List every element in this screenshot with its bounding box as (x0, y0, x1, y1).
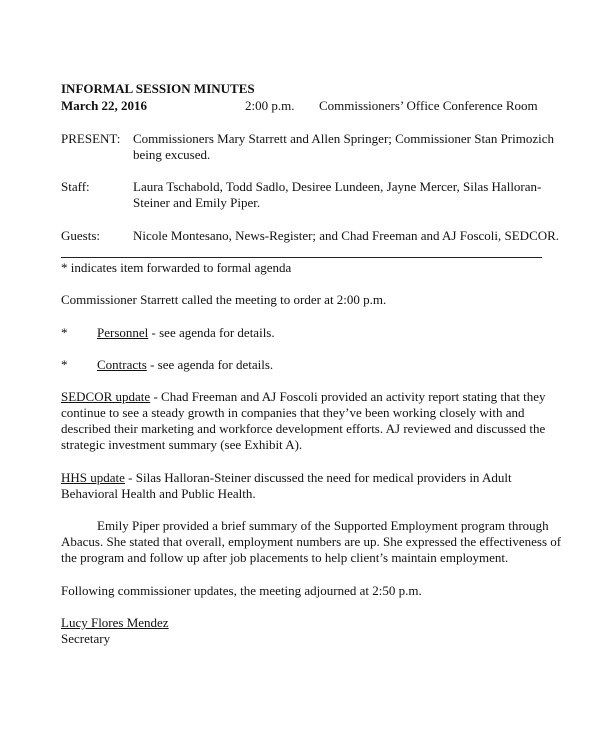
emily-line-2: Abacus. She stated that overall, employment numbers are up. She expressed the effectiveness of (61, 534, 562, 549)
sedcor-line-4: strategic investment summary (see Exhibit A). (61, 437, 303, 452)
hhs-line-2: Behavioral Health and Public Health. (61, 486, 256, 501)
sedcor-line-2: continue to see a steady growth in companies that they’ve been working closely with and (61, 405, 525, 420)
personnel-desc: - see agenda for details. (148, 325, 275, 340)
secretary-role: Secretary (61, 631, 111, 646)
contracts-desc: - see agenda for details. (146, 357, 274, 372)
employment-program-paragraph (61, 518, 562, 566)
sedcor-update-paragraph (61, 389, 546, 453)
staff-label: Staff: (61, 179, 90, 194)
hhs-line-1: - Silas Halloran-Steiner discussed the need for medical providers in Adult (124, 470, 512, 485)
sedcor-update-title: SEDCOR update (61, 389, 151, 404)
meeting-time: 2:00 p.m. (245, 98, 295, 113)
sedcor-line-1: - Chad Freeman and AJ Foscoli provided an activity report stating that they (150, 389, 546, 404)
agenda-note: * indicates item forwarded to formal agenda (61, 260, 292, 275)
guests-text: Nicole Montesano, News-Register; and Chad Freeman and AJ Foscoli, SEDCOR. (133, 228, 560, 243)
meeting-date: March 22, 2016 (61, 98, 148, 113)
section-divider (61, 257, 542, 258)
contracts-title: Contracts (97, 357, 147, 372)
hhs-update-paragraph (61, 470, 543, 502)
adjournment: Following commissioner updates, the meeting adjourned at 2:50 p.m. (61, 583, 422, 598)
present-label: PRESENT: (61, 131, 121, 146)
sedcor-line-3: described their marketing and workforce development efforts. AJ reviewed and discussed the (61, 421, 546, 436)
present-line-1: Commissioners Mary Starrett and Allen Springer; Commissioner Stan Primozich (133, 131, 555, 146)
guests-label: Guests: (61, 228, 100, 243)
call-to-order: Commissioner Starrett called the meeting to order at 2:00 p.m. (61, 292, 387, 307)
hhs-update-title: HHS update (61, 470, 125, 485)
personnel-title: Personnel (97, 325, 149, 340)
staff-line-2: Steiner and Emily Piper. (133, 195, 261, 210)
agenda-bullet-contracts: * (61, 357, 68, 372)
secretary-name: Lucy Flores Mendez (61, 615, 169, 630)
document-title: INFORMAL SESSION MINUTES (61, 81, 255, 96)
emily-line-3: the program and follow up after job placements to help client’s maintain employment. (61, 550, 509, 565)
agenda-item-personnel (97, 325, 275, 341)
staff-line-1: Laura Tschabold, Todd Sadlo, Desiree Lundeen, Jayne Mercer, Silas Halloran- (133, 179, 542, 194)
meeting-location: Commissioners’ Office Conference Room (319, 98, 538, 113)
present-line-2: being excused. (133, 147, 211, 162)
agenda-item-contracts (97, 357, 273, 373)
agenda-bullet-personnel: * (61, 325, 68, 340)
emily-line-1: Emily Piper provided a brief summary of the Supported Employment program through (97, 518, 549, 533)
